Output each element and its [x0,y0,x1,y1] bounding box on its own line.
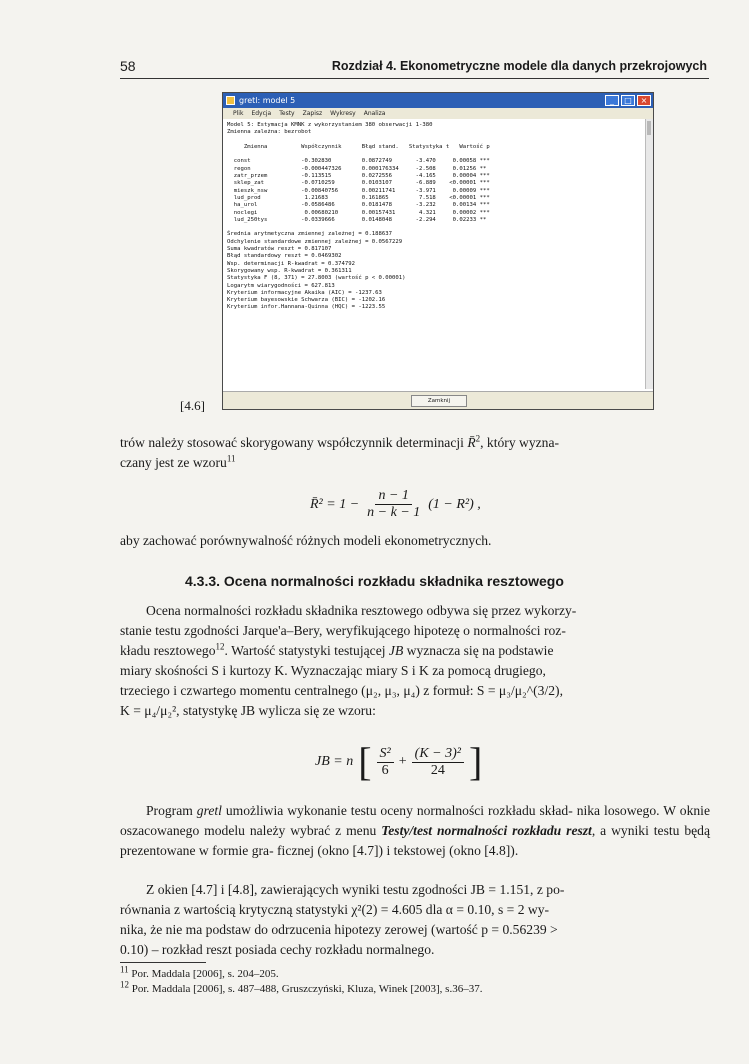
menu-tests[interactable]: Testy [279,110,295,117]
close-button[interactable]: Zamknij [411,395,467,407]
output-line: mieszk_nsw -0.00840756 0.00211741 -3.971 0.00009 *** [227,187,490,194]
output-line: Kryterium bayesowskie Schwarza (BIC) = -1202.16 [227,297,386,304]
output-line: Skorygowany wsp. R-kwadrat = 0.361311 [227,267,352,274]
output-line [227,137,649,144]
output-line: Kryterium informacyjne Akaika (AIC) = -1237.63 [227,289,382,296]
maximize-icon[interactable]: □ [621,95,635,106]
output-line: Zmienna zależna: bezrobot [227,129,312,136]
menu-analysis[interactable]: Analiza [363,110,386,117]
output-line: Odchylenie standardowe zmiennej zależnej = 0.0567229 [227,238,403,245]
output-line: Błąd standardowy reszt = 0.0469302 [227,253,342,260]
menu-file[interactable]: Plik [233,110,244,117]
output-line: Suma kwadratów reszt = 0.817107 [227,246,332,253]
footnote: $^{12}$ Por. Maddala [2006], s. 487–488, Gruszczyński, Kluza, Winek [2003], s.36–37. [120,979,483,995]
output-line [227,151,649,158]
output-line: Średnia arytmetyczna zmiennej zależnej = 0.188637 [227,231,393,238]
model-output-text[interactable] [223,119,653,389]
close-icon[interactable]: × [637,95,651,106]
footnote: $^{11}$ Por. Maddala [2006], s. 204–205. [120,964,279,980]
paragraph: aby zachować porównywalność różnych modeli ekonometrycznych. [120,533,492,548]
header-rule [120,78,709,79]
output-line: Wsp. determinacji R-kwadrat = 0.374792 [227,260,355,267]
app-icon [226,96,235,105]
paragraph: trów należy stosować skorygowany współczynnik determinacji R̄$^2$, który wyzna- czany jest ze wzoru$^{11}$ [120,433,560,470]
minimize-icon[interactable]: _ [605,95,619,106]
output-line: Statystyka F (8, 371) = 27.8003 (wartość p < 0.00001) [227,275,406,282]
paragraph: Ocena normalności rozkładu składnika resztowego odbywa się przez wykorzy- stanie testu zgodności Jarque'a–Bery, weryfikującego hipotezę o normalności roz- kładu resztowego$^{12}$. Wartość statystyki testującej JB wyznacza się na podstawie miary skośności S i kurtozy K. Wyznaczając miary S i K za pomocą drugiego, trzeciego i czwartego momentu centralnego (μ₂, μ₃, μ₄) z formuł: S = μ₃/μ₂^(3/2), K = μ₄/μ₂², statystykę JB wylicza się ze wzoru: [120,603,577,718]
paragraph: Z okien [4.7] i [4.8], zawierających wyniki testu zgodności JB = 1.151, z po- równania z wartością krytyczną statystyki χ²(2) = 4.605 dla α = 0.10, s = 2 wy- nika, że nie ma podstaw do odrzucenia hipotezy zerowej (wartość p = 0.56239 > 0.10) – rozkład reszt posiada cechy rozkładu normalnego. [120,882,565,957]
output-line: noclegi 0.00680210 0.00157431 4.321 0.00002 *** [227,209,490,216]
menu-edit[interactable]: Edycja [251,110,272,117]
page-number: 58 [120,58,136,74]
gretl-model-window [222,92,654,410]
footnote-rule [120,962,206,963]
running-header: Rozdział 4. Ekonometryczne modele dla danych przekrojowych [331,59,707,73]
output-line: lud_250tys -0.0339666 0.0148048 -2.294 0.02233 ** [227,216,487,223]
output-line: Zmienna Współczynnik Błąd stand. Statystyka t Wartość p [227,143,490,150]
window-title: gretl: model 5 [239,96,296,105]
output-line: sklep_zat -0.0710259 0.0103107 -6.889 <0.00001 *** [227,180,490,187]
window-titlebar[interactable] [223,93,653,108]
scrollbar[interactable] [645,119,653,389]
menu-graphs[interactable]: Wykresy [330,110,356,117]
output-line: zatr_przem -0.113515 0.0272556 -4.165 0.00004 *** [227,173,490,180]
formula-adjusted-r2: R̄² = 1 − $\frac{n - 1}{n - k - 1}$ (1 − R²) , [310,488,481,520]
output-line: Logarytm wiarygodności = 627.813 [227,282,335,289]
figure-label: [4.6] [180,398,205,413]
output-line: ha_urol -0.0586486 0.0181478 -3.232 0.00134 *** [227,202,490,209]
output-line: lud_prod 1.21683 0.161865 7.518 <0.00001 *** [227,194,490,201]
window-footer [223,391,653,409]
menu-save[interactable]: Zapisz [302,110,323,117]
paragraph: Program gretl umożliwia wykonanie testu oceny normalności rozkładu skład- nika losowego. W oknie oszacowanego modelu należy wybrać z menu Testy/test normalności rozkładu reszt, a wyniki testu będą prezentowane w formie gra- ficznej (okno [4.7]) i tekstowej (okno [4.8]). [120,803,711,858]
output-line: const -0.302830 0.0872749 -3.470 0.00058 *** [227,158,490,165]
output-line: regon -0.000447326 0.000176334 -2.508 0.01256 ** [227,165,487,172]
menu-bar [223,108,653,119]
section-heading: 4.3.3. Ocena normalności rozkładu składnika resztowego [185,573,564,589]
formula-jarque-bera: JB = n [ $\frac{\text{S²}}{6}$ + $\frac{\text{(K − 3)²}}{24}$ ] [315,739,483,784]
output-line: Model 5: Estymacja KMNK z wykorzystaniem 380 obserwacji 1-380 [227,122,433,128]
output-line: Kryterium infor.Hannana-Quinna (HQC) = -1223.55 [227,304,386,311]
